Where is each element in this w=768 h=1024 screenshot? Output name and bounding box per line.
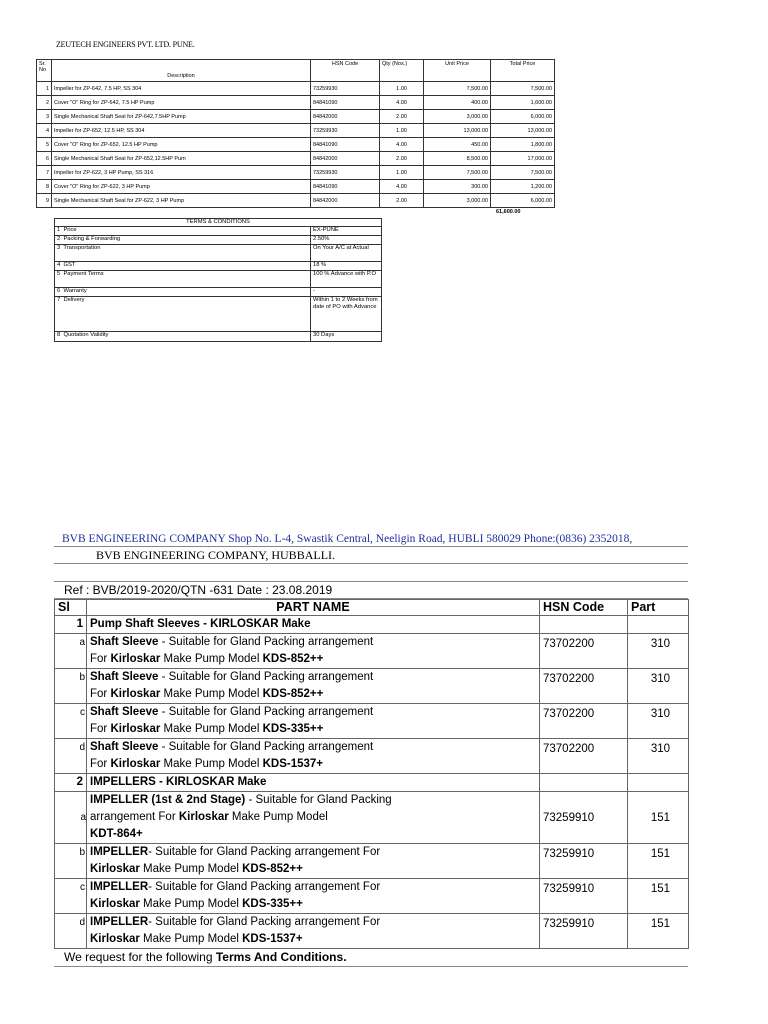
desc-bold-name: IMPELLER xyxy=(90,881,149,893)
quotation-row xyxy=(37,110,555,124)
row-total-price: 6,000.00 xyxy=(491,194,555,208)
desc-text-2: For xyxy=(90,758,111,770)
desc-bold-name: Shaft Sleeve xyxy=(90,741,159,753)
quotation-row xyxy=(37,194,555,208)
item-letter: d xyxy=(66,914,87,949)
term-value: 18 % xyxy=(311,262,382,271)
item-description xyxy=(87,844,540,879)
desc-model: KDS-852++ xyxy=(242,863,303,875)
desc-line-1 xyxy=(90,844,536,861)
row-sr: 4 xyxy=(37,124,52,138)
item-description xyxy=(87,914,540,949)
row-description: Cover "O" Ring for ZP-622, 3 HP Pump xyxy=(52,180,311,194)
desc-text-2: arrangement For xyxy=(90,811,179,823)
desc-text-3: Make Pump Model xyxy=(228,811,328,823)
quotation-row xyxy=(37,138,555,152)
footer-terms: Terms And Conditions. xyxy=(215,950,347,964)
row-qty: 4.00 xyxy=(380,180,424,194)
row-total-price: 7,500.00 xyxy=(491,166,555,180)
header-part-name: PART NAME xyxy=(87,600,540,616)
item-hsn: 73702200 xyxy=(540,704,628,739)
term-value: On Your A/C at Actual xyxy=(311,245,382,262)
bvb-quotation xyxy=(54,532,688,967)
section-number: 2 xyxy=(55,774,87,792)
terms-table xyxy=(54,218,382,342)
desc-bold-name: Shaft Sleeve xyxy=(90,671,159,683)
part-item-row xyxy=(55,879,689,914)
desc-model: KDS-1537+ xyxy=(242,933,303,945)
desc-model: KDS-335++ xyxy=(262,723,324,735)
item-letter: d xyxy=(66,739,87,774)
quotation-row xyxy=(37,96,555,110)
desc-line-2 xyxy=(90,686,536,703)
term-label: 2 Packing & Forwarding xyxy=(55,236,311,245)
item-letter: a xyxy=(66,634,87,669)
section-title: IMPELLERS - KIRLOSKAR Make xyxy=(87,774,540,792)
term-value: 30 Days xyxy=(311,332,382,342)
row-unit-price: 8,500.00 xyxy=(424,152,491,166)
desc-text-3: Make Pump Model xyxy=(139,863,243,875)
desc-model: KDS-852++ xyxy=(262,688,324,700)
desc-line-2 xyxy=(90,809,536,826)
desc-make: Kirloskar xyxy=(110,723,161,735)
row-sr: 3 xyxy=(37,110,52,124)
bvb-reference: Ref : BVB/2019-2020/QTN -631 Date : 23.08.2019 xyxy=(54,582,688,599)
row-sr: 2 xyxy=(37,96,52,110)
item-spacer xyxy=(55,634,66,669)
header-description: Description xyxy=(52,60,311,82)
item-letter: a xyxy=(66,792,87,844)
row-total-price: 17,000.00 xyxy=(491,152,555,166)
desc-bold-name: IMPELLER xyxy=(90,916,149,928)
bvb-blank-row xyxy=(54,564,688,582)
row-description: Cover "O" Ring for ZP-642, 7.5 HP Pump xyxy=(52,96,311,110)
desc-line-1 xyxy=(90,704,536,721)
item-spacer xyxy=(55,879,66,914)
terms-row xyxy=(55,271,382,288)
desc-bold-name: IMPELLER (1st & 2nd Stage) xyxy=(90,794,246,806)
desc-text-2: For xyxy=(90,653,111,665)
quotation-row xyxy=(37,180,555,194)
item-letter: b xyxy=(66,844,87,879)
row-description: Cover "O" Ring for ZP-652, 12.5 HP Pump xyxy=(52,138,311,152)
desc-line-1 xyxy=(90,669,536,686)
section-hsn-empty xyxy=(540,616,628,634)
row-total-price: 6,000.00 xyxy=(491,110,555,124)
row-description: Single Mechanical Shaft Seal for ZP-622, 3 HP Pump xyxy=(52,194,311,208)
parts-header-row xyxy=(55,600,689,616)
quotation-row xyxy=(37,166,555,180)
zeutech-company-name: ZEUTECH ENGINEERS PVT. LTD. PUNE. xyxy=(56,40,195,49)
header-part: Part xyxy=(628,600,689,616)
row-hsn: 73259930 xyxy=(311,82,380,96)
quotation-row xyxy=(37,124,555,138)
term-label: 7 Delivery xyxy=(55,297,311,332)
header-total-price: Total Price xyxy=(491,60,555,82)
desc-text-3: Make Pump Model xyxy=(139,898,243,910)
section-hsn-empty xyxy=(540,774,628,792)
terms-row xyxy=(55,245,382,262)
desc-make: Kirloskar xyxy=(90,863,140,875)
section-part-empty xyxy=(628,774,689,792)
section-row xyxy=(55,616,689,634)
desc-text-1: - Suitable for Gland Packing arrangement xyxy=(158,706,374,718)
item-part: 310 xyxy=(628,669,689,704)
item-part: 151 xyxy=(628,879,689,914)
item-part: 151 xyxy=(628,914,689,949)
item-spacer xyxy=(55,792,66,844)
row-total-price: 7,500.00 xyxy=(491,82,555,96)
row-hsn: 84841090 xyxy=(311,138,380,152)
desc-line-2 xyxy=(90,756,536,773)
row-unit-price: 7,500.00 xyxy=(424,166,491,180)
item-hsn: 73702200 xyxy=(540,739,628,774)
header-qty: Qty (Nos.) xyxy=(380,60,424,82)
desc-text-3: Make Pump Model xyxy=(139,933,243,945)
desc-text-3: Make Pump Model xyxy=(160,653,263,665)
desc-bold-name: Shaft Sleeve xyxy=(90,706,159,718)
item-description xyxy=(87,739,540,774)
row-qty: 1.00 xyxy=(380,82,424,96)
row-description: Impeller for ZP-642, 7.5 HP, SS 304 xyxy=(52,82,311,96)
section-title: Pump Shaft Sleeves - KIRLOSKAR Make xyxy=(87,616,540,634)
desc-make: Kirloskar xyxy=(90,898,140,910)
row-hsn: 84842000 xyxy=(311,194,380,208)
part-item-row xyxy=(55,844,689,879)
row-description: Impeller for ZP-622, 3 HP Pump, SS 316 xyxy=(52,166,311,180)
row-qty: 4.00 xyxy=(380,96,424,110)
item-description xyxy=(87,634,540,669)
item-spacer xyxy=(55,704,66,739)
desc-model: KDT-864+ xyxy=(90,828,143,840)
term-label: 1 Price xyxy=(55,227,311,236)
item-part: 310 xyxy=(628,634,689,669)
term-value: 100 % Advance with P.O xyxy=(311,271,382,288)
item-spacer xyxy=(55,669,66,704)
term-value: Within 1 to 2 Weeks from date of PO with Advance xyxy=(311,297,382,332)
term-value: 2.50% xyxy=(311,236,382,245)
header-hsn: HSN Code xyxy=(311,60,380,82)
header-sr: Sr. No xyxy=(37,60,52,82)
desc-text-2: For xyxy=(90,688,111,700)
item-hsn: 73259910 xyxy=(540,914,628,949)
desc-model: KDS-335++ xyxy=(242,898,303,910)
terms-row xyxy=(55,332,382,342)
row-hsn: 84842000 xyxy=(311,152,380,166)
part-item-row xyxy=(55,739,689,774)
term-label: 6 Warranty xyxy=(55,288,311,297)
desc-text-3: Make Pump Model xyxy=(160,758,263,770)
desc-line-1 xyxy=(90,914,536,931)
row-hsn: 73259930 xyxy=(311,166,380,180)
header-unit-price: Unit Price xyxy=(424,60,491,82)
row-description: Single Mechanical Shaft Seal for ZP-642,7.5HP Pump xyxy=(52,110,311,124)
row-unit-price: 7,500.00 xyxy=(424,82,491,96)
desc-text-3: Make Pump Model xyxy=(160,723,263,735)
item-part: 151 xyxy=(628,844,689,879)
desc-text-1: - Suitable for Gland Packing arrangement xyxy=(158,671,374,683)
bvb-footer xyxy=(54,949,688,967)
quotation-table xyxy=(36,59,555,208)
desc-text-1: - Suitable for Gland Packing arrangement xyxy=(158,741,374,753)
desc-line-2 xyxy=(90,651,536,668)
item-hsn: 73259910 xyxy=(540,879,628,914)
row-hsn: 84841090 xyxy=(311,96,380,110)
item-part: 151 xyxy=(628,792,689,844)
header-hsn-code: HSN Code xyxy=(540,600,628,616)
row-qty: 1.00 xyxy=(380,124,424,138)
item-letter: b xyxy=(66,669,87,704)
row-hsn: 73259930 xyxy=(311,124,380,138)
desc-text-1: - Suitable for Gland Packing arrangement For xyxy=(148,881,381,893)
desc-line-1 xyxy=(90,792,536,809)
desc-text-2: For xyxy=(90,723,111,735)
terms-row xyxy=(55,288,382,297)
desc-bold-name: IMPELLER xyxy=(90,846,149,858)
row-unit-price: 3,000.00 xyxy=(424,110,491,124)
desc-make: Kirloskar xyxy=(178,811,229,823)
item-spacer xyxy=(55,844,66,879)
parts-table xyxy=(54,599,689,949)
term-value: - xyxy=(311,288,382,297)
row-sr: 8 xyxy=(37,180,52,194)
item-spacer xyxy=(55,914,66,949)
item-letter: c xyxy=(66,879,87,914)
row-total-price: 1,200.00 xyxy=(491,180,555,194)
bvb-address-line: BVB ENGINEERING COMPANY Shop No. L-4, Swastik Central, Neeligin Road, HUBLI 580029 Phone:(0836) 2352018, xyxy=(54,532,688,547)
row-qty: 4.00 xyxy=(380,138,424,152)
desc-make: Kirloskar xyxy=(110,653,161,665)
desc-text-1: - Suitable for Gland Packing arrangement For xyxy=(148,916,381,928)
bvb-company-name: BVB ENGINEERING COMPANY, HUBBALLI. xyxy=(54,547,688,564)
row-total-price: 13,000.00 xyxy=(491,124,555,138)
desc-model: KDS-1537+ xyxy=(262,758,323,770)
row-qty: 2.00 xyxy=(380,152,424,166)
terms-row xyxy=(55,297,382,332)
header-sl: Sl xyxy=(55,600,87,616)
item-part: 310 xyxy=(628,739,689,774)
term-label: 4 GST xyxy=(55,262,311,271)
part-item-row xyxy=(55,704,689,739)
item-letter: c xyxy=(66,704,87,739)
part-item-row xyxy=(55,914,689,949)
row-qty: 1.00 xyxy=(380,166,424,180)
terms-title: TERMS & CONDITIONS xyxy=(55,219,382,227)
item-spacer xyxy=(55,739,66,774)
grand-total: 61,600.00 xyxy=(496,209,521,215)
section-part-empty xyxy=(628,616,689,634)
terms-row xyxy=(55,262,382,271)
row-qty: 2.00 xyxy=(380,194,424,208)
desc-bold-name: Shaft Sleeve xyxy=(90,636,159,648)
terms-row xyxy=(55,236,382,245)
row-hsn: 84842000 xyxy=(311,110,380,124)
desc-line-3 xyxy=(90,826,536,843)
desc-make: Kirloskar xyxy=(90,933,140,945)
row-sr: 9 xyxy=(37,194,52,208)
section-number: 1 xyxy=(55,616,87,634)
desc-make: Kirloskar xyxy=(110,688,161,700)
row-description: Single Mechanical Shaft Seal for ZP-652,12.5HP Pum xyxy=(52,152,311,166)
term-label: 8 Quotation Validity xyxy=(55,332,311,342)
row-sr: 6 xyxy=(37,152,52,166)
desc-text-1: - Suitable for Gland Packing xyxy=(245,794,392,806)
quotation-header-row xyxy=(37,60,555,82)
row-sr: 5 xyxy=(37,138,52,152)
desc-line-1 xyxy=(90,739,536,756)
part-item-row xyxy=(55,792,689,844)
item-hsn: 73702200 xyxy=(540,669,628,704)
item-hsn: 73259910 xyxy=(540,792,628,844)
row-total-price: 1,800.00 xyxy=(491,138,555,152)
term-label: 5 Payment Terms xyxy=(55,271,311,288)
desc-text-1: - Suitable for Gland Packing arrangement xyxy=(158,636,374,648)
row-hsn: 84841090 xyxy=(311,180,380,194)
quotation-row xyxy=(37,82,555,96)
quotation-row xyxy=(37,152,555,166)
row-total-price: 1,600.00 xyxy=(491,96,555,110)
row-unit-price: 300.00 xyxy=(424,180,491,194)
desc-text-3: Make Pump Model xyxy=(160,688,263,700)
desc-line-2 xyxy=(90,896,536,913)
desc-model: KDS-852++ xyxy=(262,653,324,665)
term-label: 3 Transportation xyxy=(55,245,311,262)
part-item-row xyxy=(55,634,689,669)
term-value: EX-PUNE xyxy=(311,227,382,236)
item-hsn: 73259910 xyxy=(540,844,628,879)
section-row xyxy=(55,774,689,792)
row-unit-price: 450.00 xyxy=(424,138,491,152)
terms-row xyxy=(55,227,382,236)
row-unit-price: 13,000.00 xyxy=(424,124,491,138)
desc-line-2 xyxy=(90,861,536,878)
desc-make: Kirloskar xyxy=(110,758,161,770)
desc-line-2 xyxy=(90,931,536,948)
part-item-row xyxy=(55,669,689,704)
row-unit-price: 3,000.00 xyxy=(424,194,491,208)
row-sr: 7 xyxy=(37,166,52,180)
row-qty: 2.00 xyxy=(380,110,424,124)
item-description xyxy=(87,704,540,739)
desc-line-1 xyxy=(90,634,536,651)
item-hsn: 73702200 xyxy=(540,634,628,669)
row-description: Impeller for ZP-652, 12.5 HP, SS 304 xyxy=(52,124,311,138)
desc-text-1: - Suitable for Gland Packing arrangement For xyxy=(148,846,381,858)
item-part: 310 xyxy=(628,704,689,739)
item-description xyxy=(87,879,540,914)
item-description xyxy=(87,792,540,844)
desc-line-1 xyxy=(90,879,536,896)
footer-text: We request for the following xyxy=(64,950,216,964)
row-sr: 1 xyxy=(37,82,52,96)
item-description xyxy=(87,669,540,704)
desc-line-2 xyxy=(90,721,536,738)
row-unit-price: 400.00 xyxy=(424,96,491,110)
